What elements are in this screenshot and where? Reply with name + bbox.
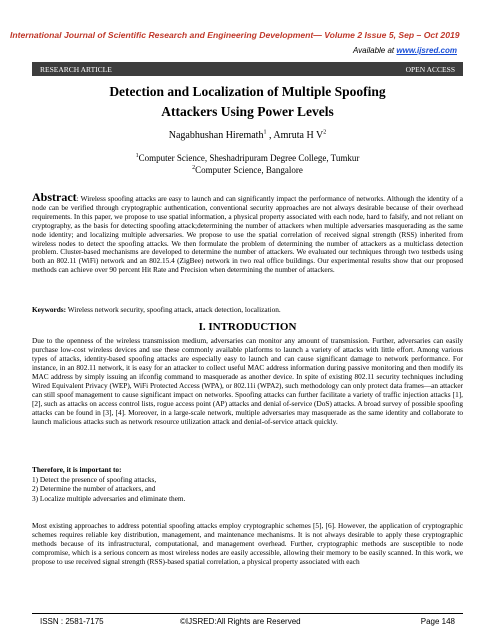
footer-copyright: ©IJSRED:All Rights are Reserved: [180, 617, 301, 626]
available-at: [353, 46, 457, 55]
keywords-text: Wireless network security, spoofing attack, attack detection, localization.: [66, 305, 281, 314]
list-item: 2) Determine the number of attackers, and: [32, 484, 156, 493]
available-prefix: Available at: [352, 46, 395, 55]
affiliation-2-text: Computer Science, Bangalore: [195, 165, 303, 175]
keywords-label: Keywords:: [32, 305, 67, 314]
abstract: [32, 190, 463, 275]
access-type: OPEN ACCESS: [405, 65, 455, 74]
journal-website-link[interactable]: www.ijsred.com: [396, 46, 457, 55]
article-banner: [32, 62, 463, 76]
list-item: 3) Localize multiple adversaries and eliminate them.: [32, 493, 186, 503]
author-1: Nagabhushan Hiremath: [168, 130, 264, 141]
keywords: [32, 305, 463, 314]
section-title: I. INTRODUCTION: [198, 321, 297, 333]
footer-issn: ISSN : 2581-7175: [40, 617, 104, 626]
author-1-sup: 1: [263, 129, 267, 136]
therefore-block: [32, 465, 463, 503]
second-paragraph: Most existing approaches to address potential spoofing attacks employ cryptographic schemes [5], [6]. However, the application of cryptographic schemes requires reliable key distribution, management, and maintenance mechanisms. It is not always desirable to apply these cryptographic methods because of its infrastructural, computational, and management overhead. Further, cryptographic methods are susceptible to node compromise, which is a serious concern as most wireless nodes are easily accessible, allowing their memory to be easily scanned. In this work, we propose to use received signal strength (RSS)-based spatial correlation, a physical property associated with each: [32, 521, 463, 566]
affiliation-2: [32, 165, 463, 175]
intro-paragraph: Due to the openness of the wireless transmission medium, adversaries can monitor any amount of transmission. Further, adversaries can easily purchase low-cost wireless devices and use these commonly available platforms to launch a variety of attacks with little effort. Among various types of attacks, identity-based spoofing attacks are especially easy to launch and can cause significant damage to network performance. For instance, in an 802.11 network, it is easy for an attacker to collect useful MAC address information during passive monitoring and then modify its MAC address by simply issuing an ifconfig command to masquerade as another device. In spite of existing 802.11 security techniques including Wired Equivalent Privacy (WEP), WiFi Protected Access (WPA), or 802.11i (WPA2), such methodology can only protect data frames—an attacker can still spoof management to cause significant impact on networks. Spoofing attacks can further facilitate a variety of traffic injection attacks [1], [2], such as attacks on access control lists, rogue access point (AP) attacks and denial of-service (DoS) attacks. A broad survey of possible spoofing attacks can be found in [3], [4]. Moreover, in a large-scale network, multiple adversaries may masquerade as the same identity and collaborate to launch malicious attacks such as network resource utilization attack and denial-of-service attack quickly.: [32, 336, 463, 426]
paper-title-line1: Detection and Localization of Multiple Spoofing: [109, 84, 386, 99]
authors: [32, 130, 463, 141]
paper-title-line2: Attackers Using Power Levels: [161, 104, 334, 119]
author-separator: ,: [266, 130, 274, 141]
affiliation-1-text: Computer Science, Sheshadripuram Degree College, Tumkur: [138, 153, 360, 163]
author-2: Amruta H V: [273, 130, 324, 141]
list-item: 1) Detect the presence of spoofing attacks,: [32, 474, 157, 484]
abstract-heading: Abstract: [32, 190, 77, 204]
article-type: RESEARCH ARTICLE: [40, 65, 112, 74]
affiliation-1: [32, 153, 463, 163]
journal-header: International Journal of Scientific Research and Engineering Development— Volume 2 Issue 5, Sep – Oct 2019: [10, 30, 460, 40]
abstract-text: : Wireless spoofing attacks are easy to launch and can significantly impact the performance of networks. Although the identity of a node can be verified through cryptographic authentication, conventional security approaches are not always desirable because of their overhead requirements. In this paper, we propose to use spatial information, a physical property associated with each node, hard to falsify, and not reliant on cryptography, as the basis for detecting spoofing attack;determining the number of attackers when multiple adversaries masquerading as the same node identity; and localizing multiple adversaries. We propose to use the spatial correlation of received signal strength (RSS) inherited from wireless nodes to detect the spoofing attacks. We then formulate the problem of determining the number of attackers as a multiclass detection problem. Cluster-based mechanisms are developed to determine the number of attackers. We evaluated our techniques through two testbeds using both an 802.11 (WiFi) network and an 802.15.4 (ZigBee) network in two real office buildings. Our experimental results show that our proposed methods can achieve over 90 percent Hit Rate and Precision when determining the number of attackers.: [32, 194, 463, 275]
footer-divider: [32, 613, 463, 614]
therefore-heading: Therefore, it is important to:: [32, 465, 122, 474]
author-2-sup: 2: [323, 129, 327, 136]
affiliation-2-sup: 2: [192, 165, 196, 171]
affiliation-1-sup: 1: [135, 153, 139, 159]
footer-page-number: Page 148: [420, 617, 455, 626]
